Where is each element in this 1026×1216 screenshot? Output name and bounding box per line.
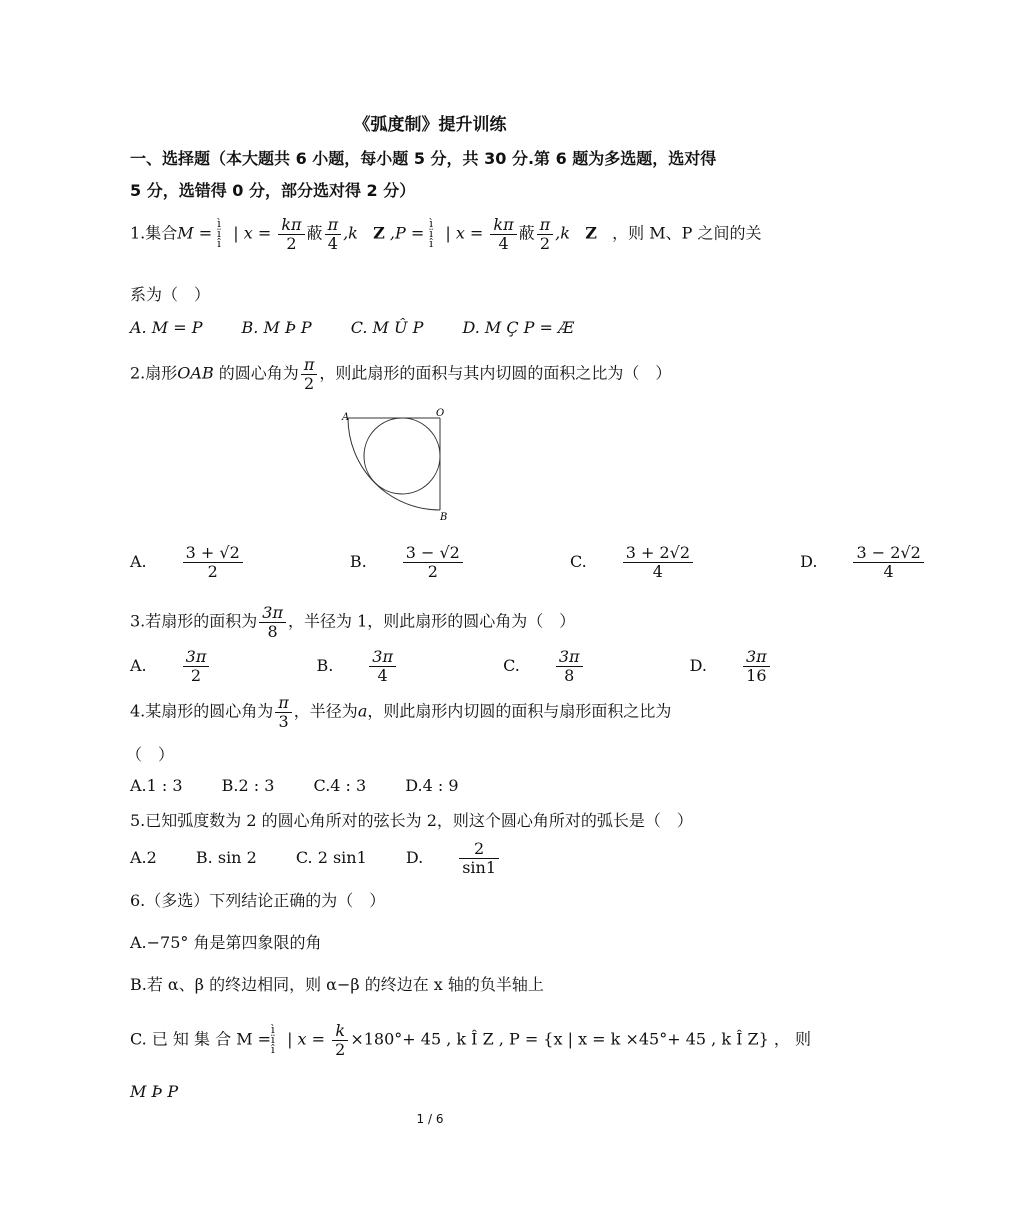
q2-options [130, 544, 1026, 580]
q1-k2: ,k [555, 223, 570, 243]
q4-option-d: D.4 : 9 [405, 776, 459, 795]
q2-text-c: ，则此扇形的面积与其内切圆的面积之比为（ ） [319, 363, 672, 383]
q4-text-b: ，半径为 [293, 701, 358, 721]
q1-garble2: 蔽 [518, 223, 535, 243]
q6-c-frac: $\frac{k}{2}$ [332, 1022, 348, 1058]
q2-angle-frac: $\frac{\pi}{2}$ [301, 356, 318, 392]
q2-text-a: 2.扇形 [130, 363, 178, 383]
q1-options [130, 318, 608, 337]
q1-xdef: | x = [233, 223, 277, 243]
q4-text-c: ，则此扇形内切圆的面积与扇形面积之比为 [367, 701, 672, 721]
question-4 [130, 694, 671, 730]
q3-text-b: ，半径为 1，则此扇形的圆心角为（ ） [287, 611, 576, 631]
q4-a: a [357, 701, 368, 721]
q5-option-b: B. sin 2 [195, 847, 257, 867]
q5-option-a: A.2 [130, 847, 157, 867]
q1-tail: ，则 M、P 之间的关 [612, 223, 762, 243]
q2-option-a: A. $\frac{3 + √2}{2}$ [130, 544, 311, 580]
question-5: 5.已知弧度数为 2 的圆心角所对的弦长为 2，则这个圆心角所对的弧长是（ ） [130, 811, 693, 830]
q6-c-mid: ×180°+ 45 , k Î Z , P = {x | x = k ×45°+ 45 , k Î Z} ， 则 [350, 1029, 811, 1049]
q3-text-a: 3.若扇形的面积为 [130, 611, 258, 631]
question-6: 6.（多选）下列结论正确的为（ ） [130, 891, 386, 910]
q1-option-b: B. M Þ P [241, 318, 312, 337]
q1-brace-left: ì ï î [217, 217, 220, 251]
q6-c-prefix: C. 已 知 集 合 M = [130, 1029, 272, 1049]
q4-option-a: A.1 : 3 [130, 776, 183, 795]
q1-continuation: 系为（ ） [130, 285, 211, 304]
q2-option-d: D. $\frac{3 - 2√2}{4}$ [800, 544, 992, 580]
q4-angle-frac: $\frac{\pi}{3}$ [275, 694, 292, 730]
page-title: 《弧度制》提升训练 [353, 115, 507, 135]
q4-option-b: B.2 : 3 [221, 776, 275, 795]
q3-area-frac: $\frac{3\pi}{8}$ [259, 604, 286, 640]
q4-option-c: C.4 : 3 [313, 776, 367, 795]
q1-option-a: A. M = P [130, 318, 203, 337]
q1-frac3: $\frac{k\pi}{4}$ [490, 216, 516, 252]
q6-c-brace: ì ï î [271, 1023, 274, 1057]
q1-z: Z [373, 223, 385, 243]
question-1 [130, 216, 762, 252]
q6-option-a: A.−75° 角是第四象限的角 [130, 933, 322, 952]
q1-option-d: D. M Ç P = Æ [462, 318, 575, 337]
q1-garble: 蔽 [306, 223, 323, 243]
label-o: O [436, 408, 445, 419]
page-number: 1 / 6 [416, 1112, 444, 1126]
q6-option-b: B.若 α、β 的终边相同，则 α−β 的终边在 x 轴的负半轴上 [130, 975, 544, 994]
q1-frac1: $\frac{k\pi}{2}$ [278, 216, 304, 252]
q2-oab: OAB [177, 363, 214, 383]
q1-z2: Z [585, 223, 597, 243]
q5-option-d: D. $\frac{2}{\sin 1}$ [406, 840, 567, 876]
label-a: A [342, 412, 350, 423]
q5-options [130, 840, 601, 876]
q1-set-m: M [177, 223, 194, 243]
q1-xdef2: | x = [445, 223, 489, 243]
q4-options [130, 776, 493, 795]
q6-option-c-tail: M Þ P [130, 1082, 179, 1101]
question-2 [130, 356, 671, 392]
q2-option-c: C. $\frac{3 + 2√2}{4}$ [570, 544, 761, 580]
label-b: B [440, 512, 448, 523]
q2-text-b: 的圆心角为 [213, 363, 299, 383]
q2-option-b: B. $\frac{3 - √2}{2}$ [350, 544, 531, 580]
q6-c-set1: | x = [287, 1029, 331, 1049]
q4-continuation: （ ） [126, 745, 175, 764]
q4-text-a: 4.某扇形的圆心角为 [130, 701, 274, 721]
section-header-line2: 5 分，选错得 0 分，部分选对得 2 分） [130, 181, 416, 200]
q3-option-c: C. $\frac{3\pi}{8}$ [503, 648, 650, 684]
q1-prefix: 1.集合 [130, 223, 178, 243]
q3-option-b: B. $\frac{3\pi}{4}$ [316, 648, 464, 684]
q5-option-c: C. 2 sin1 [295, 847, 367, 867]
q1-frac4: $\frac{\pi}{2}$ [537, 216, 554, 252]
sector-diagram [340, 408, 460, 526]
q1-frac2: $\frac{\pi}{4}$ [325, 216, 342, 252]
q3-options [130, 648, 872, 684]
section-header-line1: 一、选择题（本大题共 6 小题，每小题 5 分，共 30 分.第 6 题为多选题，选对得 [130, 149, 717, 168]
question-3 [130, 604, 575, 640]
q1-eq: = [193, 223, 218, 243]
q1-brace-right: ì ï î [429, 217, 432, 251]
q1-k: ,k [343, 223, 358, 243]
q3-option-d: D. $\frac{3\pi}{16}$ [690, 648, 838, 684]
q6-option-c [130, 1022, 811, 1058]
q3-option-a: A. $\frac{3\pi}{2}$ [130, 648, 277, 684]
q1-set-p: ,P = [389, 223, 430, 243]
q1-option-c: C. M Û P [350, 318, 424, 337]
